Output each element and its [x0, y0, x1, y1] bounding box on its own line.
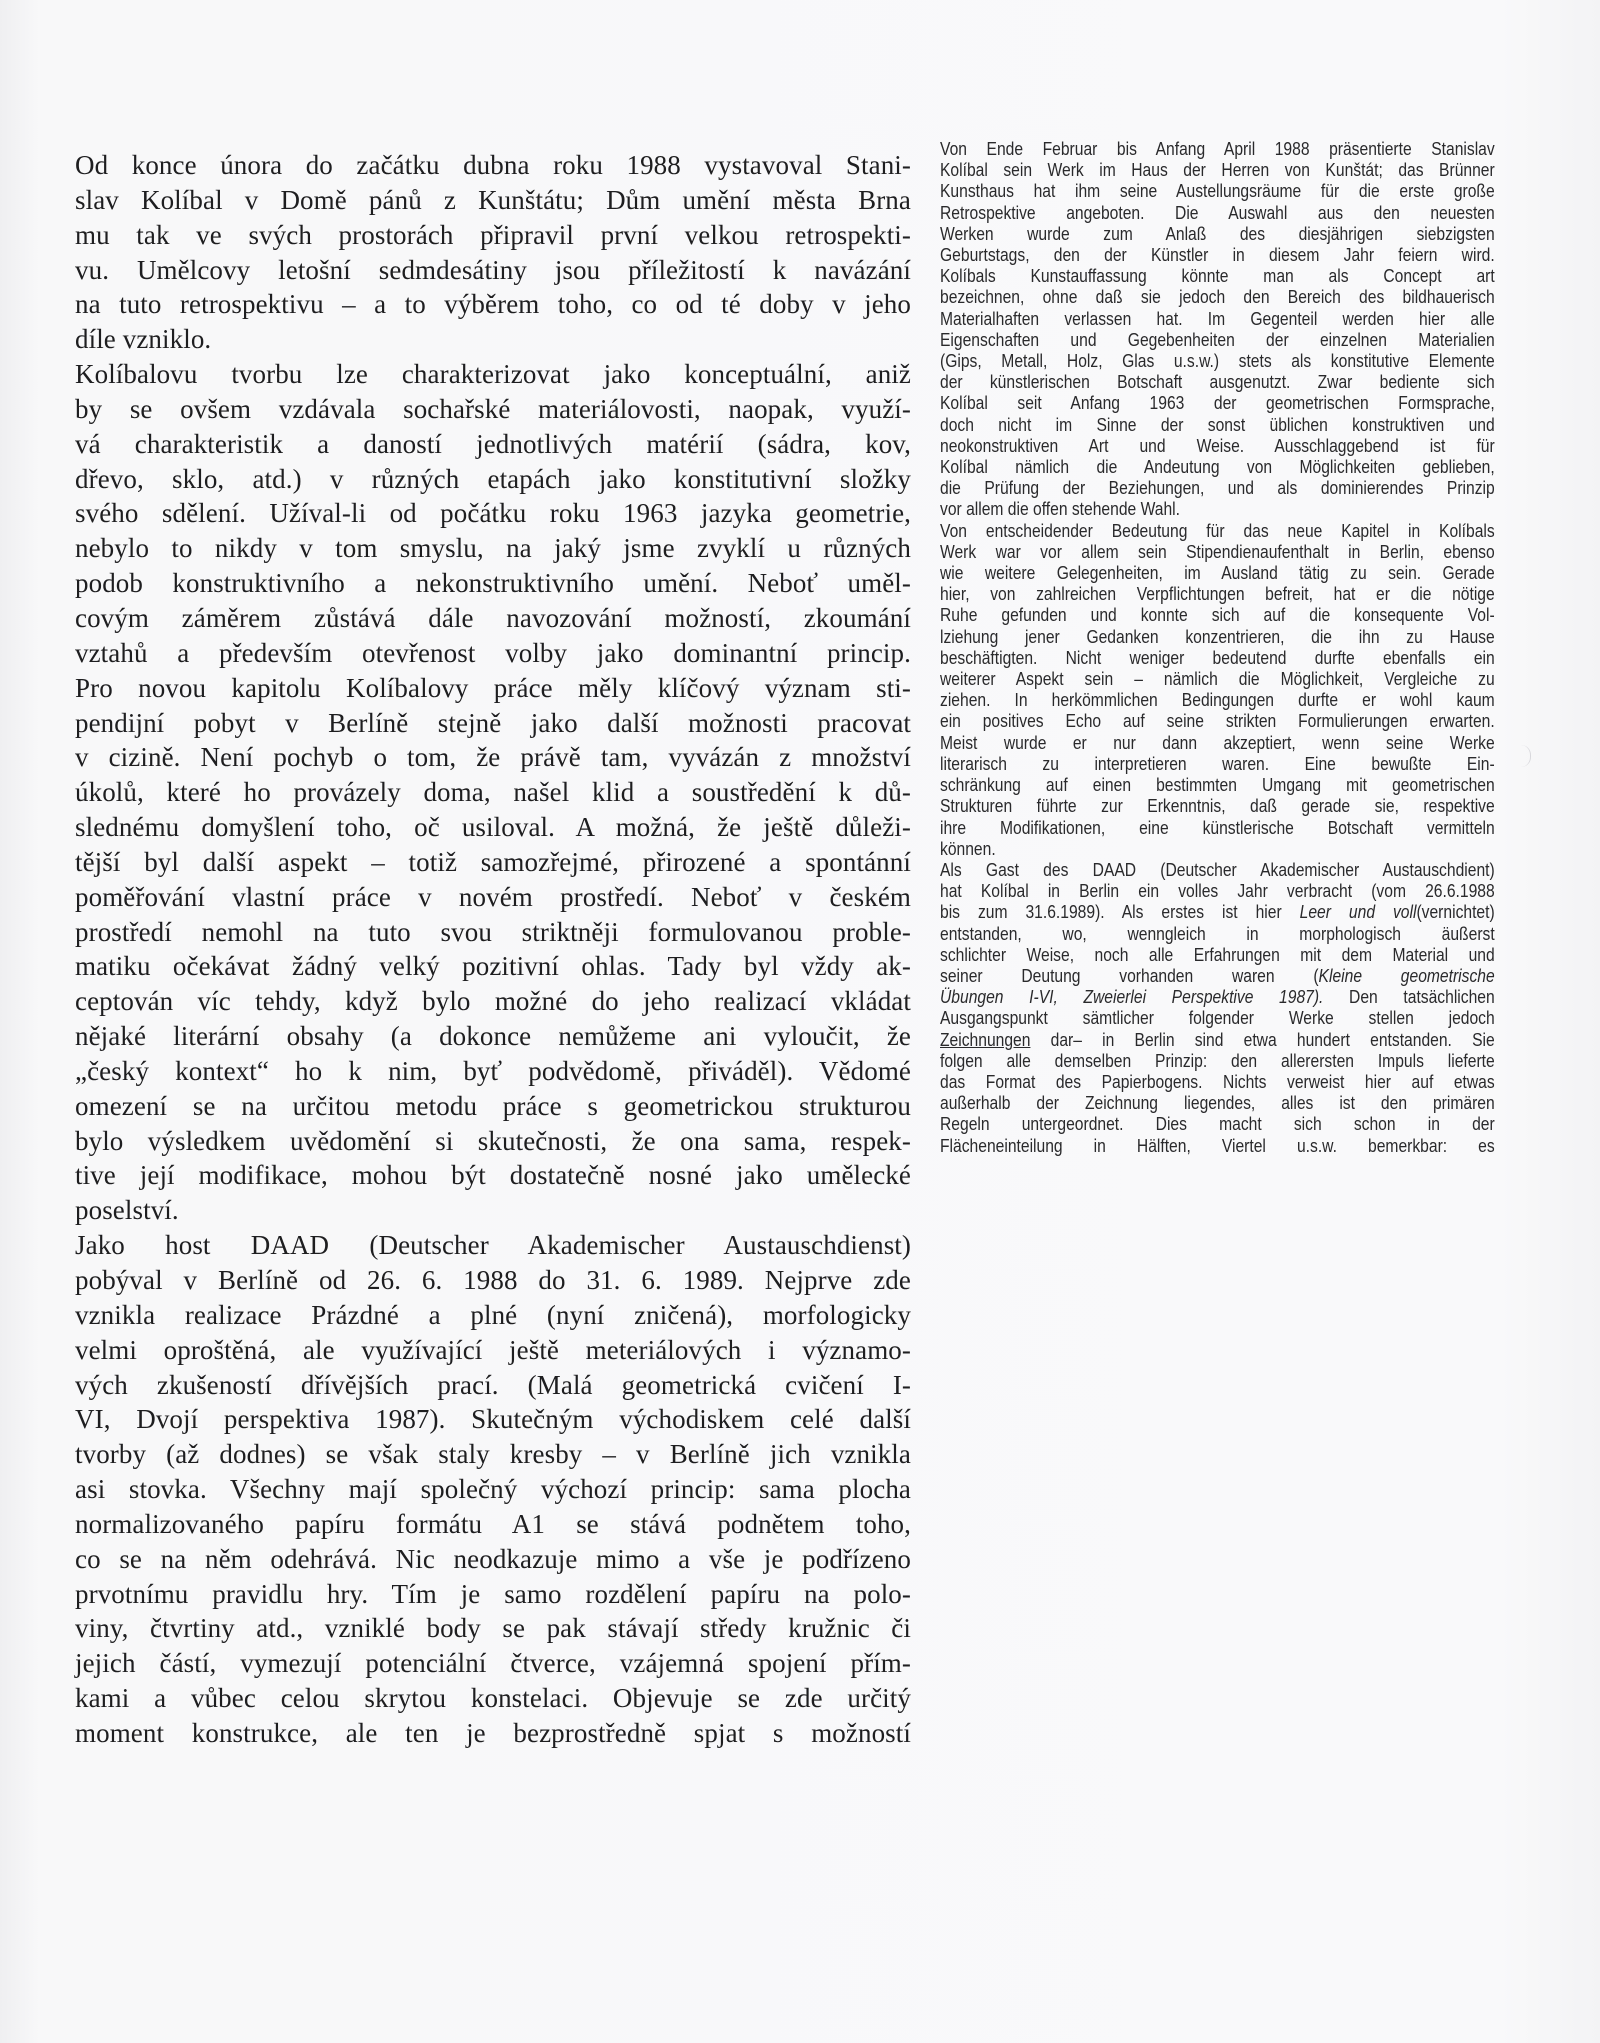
text-line: Werk war vor allem sein Stipendienaufenthalt in Berlin, ebenso: [940, 541, 1495, 562]
text-line: schlichter Weise, noch alle Erfahrungen mit dem Material und: [940, 944, 1495, 965]
work-title-uebungen: Übungen I-VI, Zweierlei Perspektive 1987).: [940, 987, 1324, 1008]
text-segment: seiner Deutung vorhanden waren (: [940, 965, 1319, 986]
text-line: lziehung jener Gedanken konzentrieren, die ihn zu Hause: [940, 626, 1495, 647]
text-line: [940, 987, 1495, 1008]
text-line: bylo výsledkem uvědomění si skutečnosti, že ona sama, respek-: [75, 1125, 911, 1156]
text-line: Strukturen führte zur Erkenntnis, daß gerade sie, respektive: [940, 796, 1495, 817]
text-line: Als Gast des DAAD (Deutscher Akademischer Austauschdient): [940, 859, 1495, 880]
text-line: Retrospektive angeboten. Die Auswahl aus den neuesten: [940, 202, 1495, 223]
work-title-kleine-geometrische: Kleine geometrische: [1318, 965, 1495, 986]
text-line: Kolíbalovu tvorbu lze charakterizovat jako konceptuální, aniž: [75, 359, 911, 390]
text-line: dřevo, sklo, atd.) v různých etapách jako konstitutivní složky: [75, 463, 911, 494]
text-line: úkolů, které ho provázely doma, našel klid a soustředění k dů-: [75, 777, 911, 808]
text-line: der künstlerischen Botschaft ausgenutzt. Zwar bediente sich: [940, 372, 1495, 393]
paragraph-daad: [75, 1228, 911, 1751]
text-line: ihre Modifikationen, eine künstlerische Botschaft vermitteln: [940, 817, 1495, 838]
text-line: hat Kolíbal in Berlin ein volles Jahr verbracht (vom 26.6.1988: [940, 881, 1495, 902]
text-line: Eigenschaften und Gegebenheiten der einzelnen Materialien: [940, 329, 1495, 350]
text-line: kami a vůbec celou skrytou konstelaci. Objevuje se zde určitý: [75, 1683, 911, 1714]
text-line: [940, 966, 1495, 987]
text-line: díle vzniklo.: [75, 324, 212, 355]
underlined-word-zeichnungen: Zeichnungen: [940, 1029, 1031, 1050]
text-line: VI, Dvojí perspektiva 1987). Skutečným východiskem celé další: [75, 1404, 911, 1435]
czech-text-column: [75, 148, 911, 1751]
text-line: nějaké literární obsahy (a dokonce nemůžeme ani vyloučit, že: [75, 1021, 911, 1052]
paragraph-berlin: [75, 671, 911, 1229]
text-line: [940, 902, 1495, 923]
text-line: Von entscheidender Bedeutung für das neue Kapitel in Kolíbals: [940, 520, 1495, 541]
text-line: mu tak ve svých prostorách připravil první velkou retrospekti-: [75, 219, 911, 250]
text-segment: dar– in Berlin sind etwa hundert entstanden. Sie: [1030, 1029, 1495, 1050]
text-line: viny, čtvrtiny atd., vzniklé body se pak stávají středy kružnic či: [75, 1613, 911, 1644]
text-line: Geburtstags, den der Künstler in diesem Jahr feiern wird.: [940, 245, 1495, 266]
work-title-leer-und-voll: Leer und voll: [1299, 902, 1417, 923]
text-line: wie weitere Gelegenheiten, im Ausland tätig zu sein. Gerade: [940, 563, 1495, 584]
text-line: Meist wurde er nur dann akzeptiert, wenn seine Werke: [940, 732, 1495, 753]
german-text-column: [940, 139, 1495, 1157]
text-line: hier, von zahlreichen Verpflichtungen befreit, hat er die nötige: [940, 584, 1495, 605]
text-line: covým záměrem zůstává dále navozování možností, zkoumání: [75, 602, 911, 633]
text-line: matiku očekávat žádný velký pozitivní ohlas. Tady byl vždy ak-: [75, 951, 911, 982]
text-line: Werken wurde zum Anlaß des diesjährigen siebzigsten: [940, 223, 1495, 244]
text-line: Materialhaften verlassen hat. Im Gegenteil werden hier alle: [940, 308, 1495, 329]
text-line: Jako host DAAD (Deutscher Akademischer Austauschdienst): [75, 1230, 911, 1261]
text-line: außerhalb der Zeichnung liegendes, alles ist den primären: [940, 1093, 1495, 1114]
text-segment: bis zum 31.6.1989). Als erstes ist hier: [940, 902, 1300, 923]
text-line: Kolíbal nämlich die Andeutung von Möglichkeiten geblieben,: [940, 457, 1495, 478]
text-line: Kolíbal seit Anfang 1963 der geometrischen Formsprache,: [940, 393, 1495, 414]
text-line: doch nicht im Sinne der sonst üblichen konstruktiven und: [940, 414, 1495, 435]
text-line: prostředí nemohl na tuto svou striktněji formulovanou proble-: [75, 916, 911, 947]
text-line: weiterer Aspekt sein – nämlich die Möglichkeit, Vergleiche zu: [940, 669, 1495, 690]
text-line: (Gips, Metall, Holz, Glas u.s.w.) stets als konstitutive Elemente: [940, 351, 1495, 372]
text-segment: (vernichtet): [1416, 902, 1495, 923]
text-line: pobýval v Berlíně od 26. 6. 1988 do 31. 6. 1989. Nejprve zde: [75, 1265, 911, 1295]
text-line: v cizině. Není pochyb o tom, že právě tam, vyvázán z množství: [75, 742, 911, 773]
text-line: slav Kolíbal v Domě pánů z Kunštátu; Dům umění města Brna: [75, 184, 911, 215]
text-line: velmi oproštěná, ale využívající ještě meteriálových i významo-: [75, 1334, 911, 1365]
text-line: Von Ende Februar bis Anfang April 1988 präsentierte Stanislav: [940, 139, 1495, 159]
text-line: tvorby (až dodnes) se však staly kresby – v Berlíně jich vznikla: [75, 1439, 911, 1470]
text-line: na tuto retrospektivu – a to výběrem toho, co od té doby v jeho: [75, 289, 911, 320]
text-line: das Format des Papierbogens. Nichts verweist hier auf etwas: [940, 1071, 1495, 1092]
text-line: tější byl další aspekt – totiž samozřejmé, přirozené a spontánní: [75, 846, 911, 877]
text-line: schränkung auf einen bestimmten Umgang mit geometrischen: [940, 775, 1495, 796]
text-line: Kunsthaus hat ihm seine Austellungsräume für die erste große: [940, 181, 1495, 202]
text-line: vých zkušeností dřívějších prací. (Malá geometrická cvičení I-: [75, 1369, 911, 1400]
text-line: vztahů a především otevřenost volby jako dominantní princip.: [75, 637, 911, 668]
text-line: poměřování vlastní práce v novém prostředí. Neboť v českém: [75, 881, 911, 912]
text-line: folgen alle demselben Prinzip: den allerersten Impuls lieferte: [940, 1050, 1495, 1071]
text-line: neokonstruktiven Art und Weise. Ausschlaggebend ist für: [940, 435, 1495, 456]
text-line: ceptován víc tehdy, když bylo možné do jeho realizací vkládat: [75, 986, 911, 1017]
text-line: Od konce února do začátku dubna roku 1988 vystavoval Stani-: [75, 150, 911, 180]
text-line: prvotnímu pravidlu hry. Tím je samo rozdělení papíru na polo-: [75, 1578, 911, 1609]
text-line: normalizovaného papíru formátu A1 se stává podnětem toho,: [75, 1508, 911, 1539]
text-segment: Den tatsächlichen: [1323, 987, 1495, 1008]
paragraph-conceptual: [75, 357, 911, 671]
text-line: podob konstruktivního a nekonstruktivního umění. Neboť uměl-: [75, 568, 911, 599]
text-line: vor allem die offen stehende Wahl.: [940, 499, 1180, 520]
text-line: können.: [940, 838, 996, 859]
text-line: Pro novou kapitolu Kolíbalovy práce měly klíčový význam sti-: [75, 672, 911, 703]
text-line: by se ovšem vzdávala sochařské materiálovosti, naopak, využí-: [75, 393, 911, 424]
text-line: jejich částí, vymezují potenciální čtverce, vzájemná spojení přím-: [75, 1648, 911, 1679]
text-line: entstanden, wo, wenngleich in morphologisch äußerst: [940, 923, 1495, 944]
text-line: poselství.: [75, 1195, 179, 1226]
text-line: Regeln untergeordnet. Dies macht sich schon in der: [940, 1114, 1495, 1135]
text-line: moment konstrukce, ale ten je bezprostředně spjat s možností: [75, 1717, 911, 1748]
text-line: nebylo to nikdy v tom smyslu, na jaký jsme zvyklí u různých: [75, 533, 911, 564]
text-line: Kolíbal sein Werk im Haus der Herren von Kunštát; das Brünner: [940, 160, 1495, 181]
text-line: „český kontext“ ho k nim, byť podvědomě, přiváděl). Vědomé: [75, 1055, 911, 1086]
text-line: asi stovka. Všechny mají společný výchozí princip: sama plocha: [75, 1474, 911, 1505]
text-line: Kolíbals Kunstauffassung könnte man als Concept art: [940, 266, 1495, 287]
text-line: Flächeneinteilung in Hälften, Viertel u.s.w. bemerkbar: es: [940, 1135, 1495, 1156]
text-line: vu. Umělcovy letošní sedmdesátiny jsou příležitostí k navázání: [75, 254, 911, 285]
text-line: die Prüfung der Beziehungen, und als dominierendes Prinzip: [940, 478, 1495, 499]
text-line: co se na něm odehrává. Nic neodkazuje mimo a vše je podřízeno: [75, 1543, 911, 1574]
text-line: beschäftigten. Nicht weniger bedeutend durfte ebenfalls ein: [940, 647, 1495, 668]
text-line: ziehen. In herkömmlichen Bedingungen durfte er wohl kaum: [940, 690, 1495, 711]
scan-mark: [1520, 745, 1531, 767]
text-line: literarisch zu interpretieren waren. Eine bewußte Ein-: [940, 753, 1495, 774]
text-line: omezení se na určitou metodu práce s geometrickou strukturou: [75, 1090, 911, 1121]
text-line: [940, 1030, 1495, 1051]
text-line: ein positives Echo auf seine strikten Formulierungen erwarten.: [940, 711, 1495, 732]
text-line: tive její modifikace, mohou být dostatečně nosné jako umělecké: [75, 1160, 911, 1191]
text-line: Ruhe gefunden und konnte sich auf die konsequente Vol-: [940, 605, 1495, 626]
text-line: svého sdělení. Užíval-li od počátku roku 1963 jazyka geometrie,: [75, 498, 911, 529]
text-line: vznikla realizace Prázdné a plné (nyní zničená), morfologicky: [75, 1299, 911, 1330]
paragraph-intro: [75, 148, 911, 357]
text-line: vá charakteristik a daností jednotlivých matérií (sádra, kov,: [75, 428, 911, 459]
text-line: Ausgangspunkt sämtlicher folgender Werke stellen jedoch: [940, 1008, 1495, 1029]
text-line: pendijní pobyt v Berlíně stejně jako další možnosti pracovat: [75, 707, 911, 738]
text-line: bezeichnen, ohne daß sie jedoch den Bereich des bildhauerisch: [940, 287, 1495, 308]
paragraph-daad-german: [940, 859, 1495, 1157]
text-line: slednému domyšlení toho, oč usiloval. A možná, že ještě důleži-: [75, 812, 911, 843]
